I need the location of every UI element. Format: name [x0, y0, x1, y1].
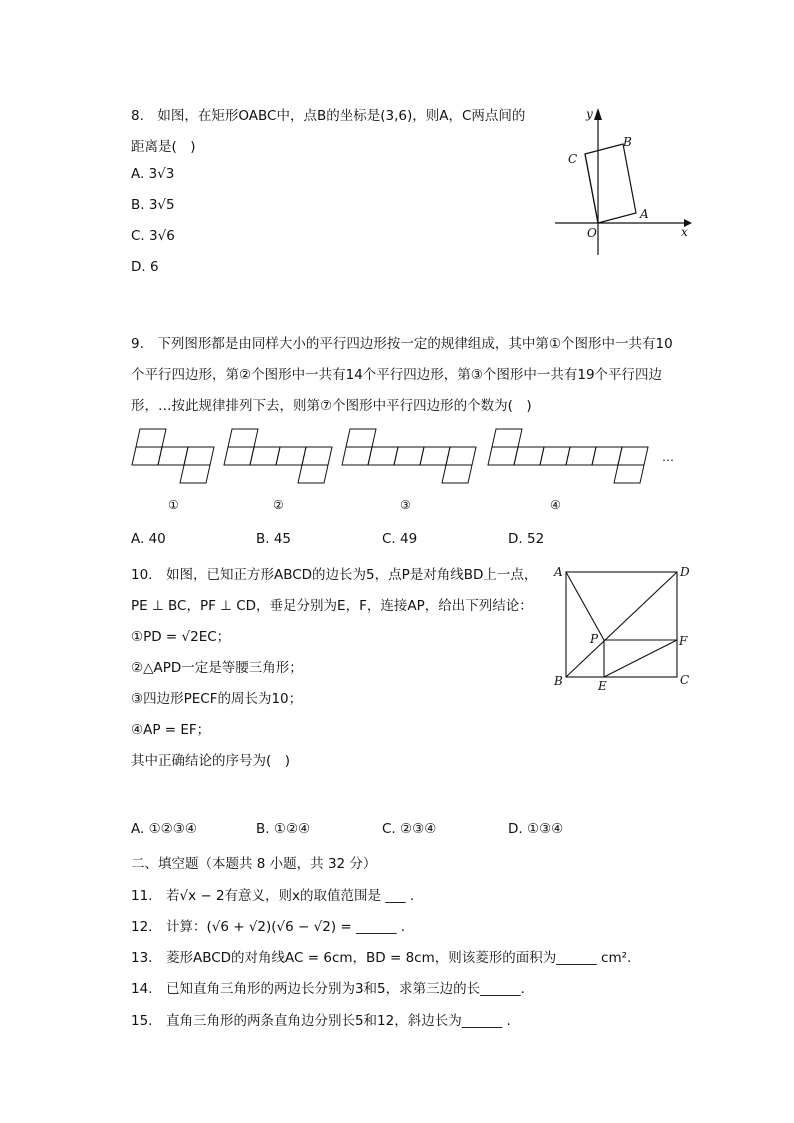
pattern-ellipsis: …: [662, 450, 674, 464]
label-a: A: [554, 565, 563, 579]
q14: 14. 已知直角三角形的两边长分别为3和5，求第三边的长______.: [131, 981, 525, 997]
label-y: y: [586, 107, 593, 121]
label-b: B: [623, 135, 632, 149]
pattern-label-4: ④: [550, 498, 561, 512]
rectangle-oabc: [585, 144, 636, 223]
q9-option-a: A. 40: [131, 531, 166, 547]
q8-option-c: C. 3√6: [131, 228, 175, 244]
label-f: F: [679, 634, 688, 648]
q10-conclusion-1: ①PD = √2EC；: [131, 629, 231, 645]
label-d: D: [680, 565, 690, 579]
q11: 11. 若√x − 2有意义，则x的取值范围是 ___ .: [131, 888, 415, 904]
segment-ap: [566, 572, 604, 640]
q8-option-d: D. 6: [131, 259, 159, 275]
q10-conclusion-2: ②△APD一定是等腰三角形；: [131, 660, 303, 676]
label-o: O: [587, 226, 597, 240]
pattern-label-1: ①: [168, 498, 179, 512]
q10-option-a: A. ①②③④: [131, 821, 197, 837]
label-e: E: [598, 679, 607, 693]
q10-line2: PE ⊥ BC，PF ⊥ CD，垂足分别为E，F，连接AP，给出下列结论：: [131, 598, 533, 614]
q9-line2: 个平行四边形，第②个图形中一共有14个平行四边形，第③个图形中一共有19个平行四边: [131, 367, 663, 383]
segment-ef: [604, 640, 677, 677]
q8-option-a: A. 3√3: [131, 166, 175, 182]
q10-option-c: C. ②③④: [382, 821, 437, 837]
label-c: C: [568, 152, 578, 166]
q10-option-b: B. ①②④: [256, 821, 311, 837]
label-p: P: [590, 632, 599, 646]
q9-option-d: D. 52: [508, 531, 545, 547]
label-c: C: [680, 673, 690, 687]
q9-option-b: B. 45: [256, 531, 292, 547]
pattern-label-2: ②: [273, 498, 284, 512]
q10-line1: 10. 如图，已知正方形ABCD的边长为5，点P是对角线BD上一点，: [131, 567, 538, 583]
q12: 12. 计算：(√6 + √2)(√6 − √2) = ______ .: [131, 919, 406, 935]
section-heading: 二、填空题（本题共 8 小题，共 32 分）: [131, 856, 377, 872]
q9-line1: 9. 下列图形都是由同样大小的平行四边形按一定的规律组成，其中第①个图形中一共有10: [131, 336, 673, 352]
q9-line3: 形，…按此规律排列下去，则第⑦个图形中平行四边形的个数为( ): [131, 398, 532, 414]
label-x: x: [681, 225, 688, 239]
label-a: A: [640, 207, 649, 221]
q13: 13. 菱形ABCD的对角线AC = 6cm，BD = 8cm，则该菱形的面积为______ cm².: [131, 950, 632, 966]
pattern-label-3: ③: [400, 498, 411, 512]
q9-parallelogram-pattern: [128, 425, 688, 515]
q10-conclusion-4: ④AP = EF；: [131, 722, 211, 738]
q10-conclusion-3: ③四边形PECF的周长为10；: [131, 691, 303, 707]
q8-line1: 8. 如图，在矩形OABC中，点B的坐标是(3,6)，则A，C两点间的: [131, 108, 526, 124]
q9-option-c: C. 49: [382, 531, 418, 547]
q8-coordinate-figure: [550, 100, 700, 260]
q10-square-figure: [550, 560, 700, 695]
q10-option-d: D. ①③④: [508, 821, 564, 837]
q8-option-b: B. 3√5: [131, 197, 175, 213]
diagonal-bd: [566, 572, 677, 677]
q10-ask: 其中正确结论的序号为( ): [131, 753, 291, 769]
q8-line2: 距离是( ): [131, 139, 196, 155]
label-b: B: [554, 674, 563, 688]
q15: 15. 直角三角形的两条直角边分别长5和12，斜边长为______ .: [131, 1013, 511, 1029]
